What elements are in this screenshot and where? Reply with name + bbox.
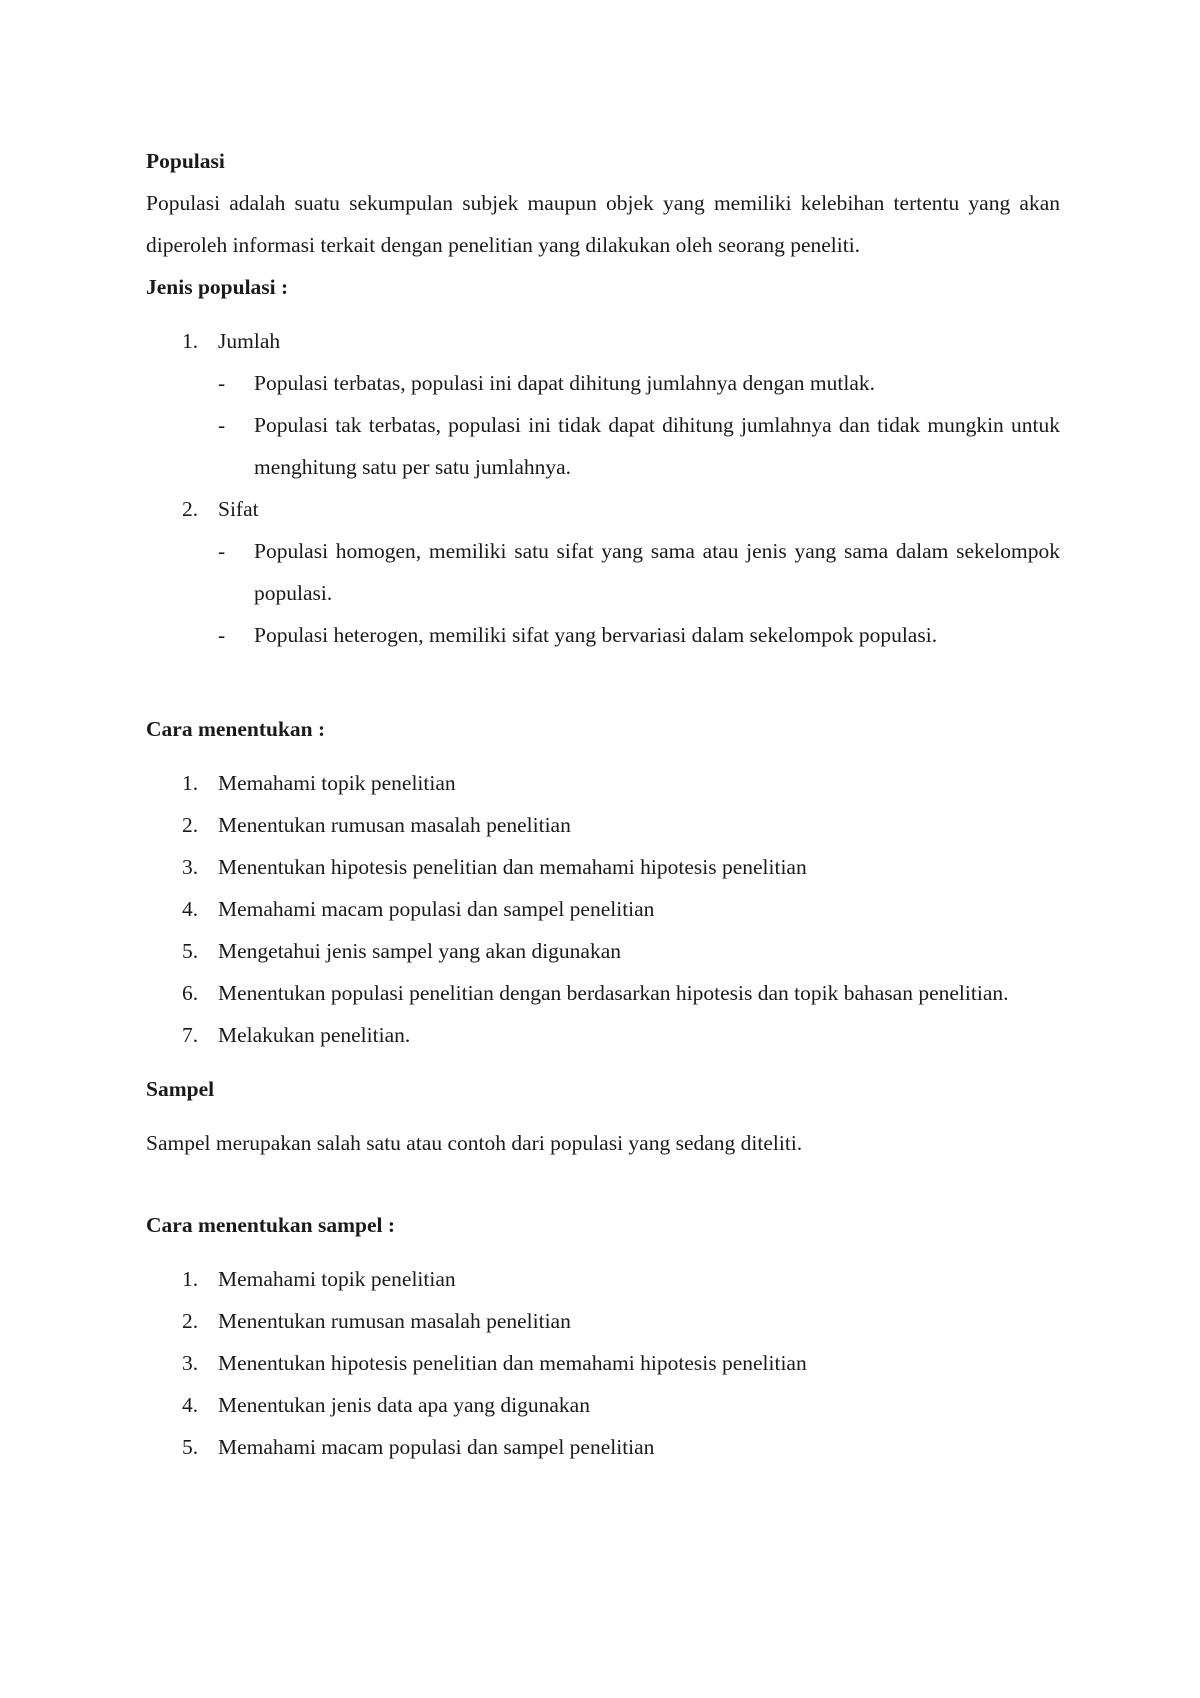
list-item-text: Memahami topik penelitian <box>218 1267 456 1291</box>
cara-menentukan-sampel-list <box>146 1258 1060 1468</box>
list-number: 1. <box>182 771 199 795</box>
list-item <box>146 488 1060 530</box>
list-item-text: Populasi tak terbatas, populasi ini tidak dapat dihitung jumlahnya dan tidak mungkin untuk menghitung satu per satu jumlahnya. <box>254 413 1060 479</box>
sifat-sublist <box>218 530 1060 656</box>
list-item <box>146 1384 1060 1426</box>
list-item-text: Menentukan hipotesis penelitian dan memahami hipotesis penelitian <box>218 855 807 879</box>
list-item <box>218 362 1060 404</box>
list-number: 7. <box>182 1023 199 1047</box>
list-number: 6. <box>182 981 199 1005</box>
list-item <box>146 846 1060 888</box>
list-number: 1. <box>182 329 199 353</box>
list-item <box>146 1014 1060 1056</box>
list-number: 2. <box>182 1309 199 1333</box>
list-number: 5. <box>182 939 199 963</box>
list-number: 2. <box>182 813 199 837</box>
list-item <box>146 1342 1060 1384</box>
list-item <box>146 1300 1060 1342</box>
cara-menentukan-list <box>146 762 1060 1056</box>
list-item-text: Memahami macam populasi dan sampel penelitian <box>218 1435 655 1459</box>
cara-menentukan-heading: Cara menentukan : <box>146 717 326 741</box>
list-number: 3. <box>182 1351 199 1375</box>
jenis-populasi-heading: Jenis populasi : <box>146 275 289 299</box>
sampel-definition: Sampel merupakan salah satu atau contoh dari populasi yang sedang diteliti. <box>146 1131 803 1155</box>
list-item-text: Memahami macam populasi dan sampel penelitian <box>218 897 655 921</box>
list-item-text: Memahami topik penelitian <box>218 771 456 795</box>
dash-marker: - <box>218 413 226 437</box>
list-number: 2. <box>182 497 199 521</box>
list-item-text: Menentukan rumusan masalah penelitian <box>218 813 571 837</box>
populasi-definition: Populasi adalah suatu sekumpulan subjek maupun objek yang memiliki kelebihan tertentu yang akan diperoleh informasi terkait dengan penelitian yang dilakukan oleh seorang peneliti. <box>146 191 1060 257</box>
list-item-text: Menentukan hipotesis penelitian dan memahami hipotesis penelitian <box>218 1351 807 1375</box>
list-item <box>218 530 1060 614</box>
list-item-text: Menentukan rumusan masalah penelitian <box>218 1309 571 1333</box>
list-item-text: Menentukan populasi penelitian dengan berdasarkan hipotesis dan topik bahasan penelitian. <box>218 981 1009 1005</box>
list-item <box>146 320 1060 362</box>
list-item-text: Populasi heterogen, memiliki sifat yang bervariasi dalam sekelompok populasi. <box>254 623 938 647</box>
list-item <box>218 614 1060 656</box>
spacer <box>146 1246 1060 1258</box>
list-item-text: Mengetahui jenis sampel yang akan digunakan <box>218 939 622 963</box>
list-item <box>146 1258 1060 1300</box>
list-item-text: Populasi homogen, memiliki satu sifat yang sama atau jenis yang sama dalam sekelompok populasi. <box>254 539 1060 605</box>
list-item <box>146 972 1060 1014</box>
list-item-label: Sifat <box>218 497 259 521</box>
jumlah-sublist <box>218 362 1060 488</box>
list-item <box>146 930 1060 972</box>
list-item-text: Melakukan penelitian. <box>218 1023 411 1047</box>
sampel-heading: Sampel <box>146 1077 215 1101</box>
spacer <box>146 308 1060 320</box>
dash-marker: - <box>218 371 226 395</box>
list-number: 4. <box>182 1393 199 1417</box>
list-number: 5. <box>182 1435 199 1459</box>
jenis-populasi-list-continued <box>146 488 1060 530</box>
list-item <box>146 888 1060 930</box>
list-item-text: Populasi terbatas, populasi ini dapat dihitung jumlahnya dengan mutlak. <box>254 371 876 395</box>
list-item <box>146 1426 1060 1468</box>
cara-menentukan-sampel-heading: Cara menentukan sampel : <box>146 1213 396 1237</box>
list-number: 3. <box>182 855 199 879</box>
list-item-label: Jumlah <box>218 329 281 353</box>
spacer <box>146 1110 1060 1122</box>
spacer <box>146 656 1060 708</box>
list-item <box>146 762 1060 804</box>
spacer <box>146 750 1060 762</box>
spacer <box>146 1056 1060 1068</box>
list-number: 4. <box>182 897 199 921</box>
list-item-text: Menentukan jenis data apa yang digunakan <box>218 1393 590 1417</box>
jenis-populasi-list <box>146 320 1060 362</box>
list-item <box>146 804 1060 846</box>
document-body <box>146 140 1060 1468</box>
dash-marker: - <box>218 539 226 563</box>
list-number: 1. <box>182 1267 199 1291</box>
spacer <box>146 1164 1060 1204</box>
list-item <box>218 404 1060 488</box>
populasi-heading: Populasi <box>146 149 225 173</box>
dash-marker: - <box>218 623 226 647</box>
